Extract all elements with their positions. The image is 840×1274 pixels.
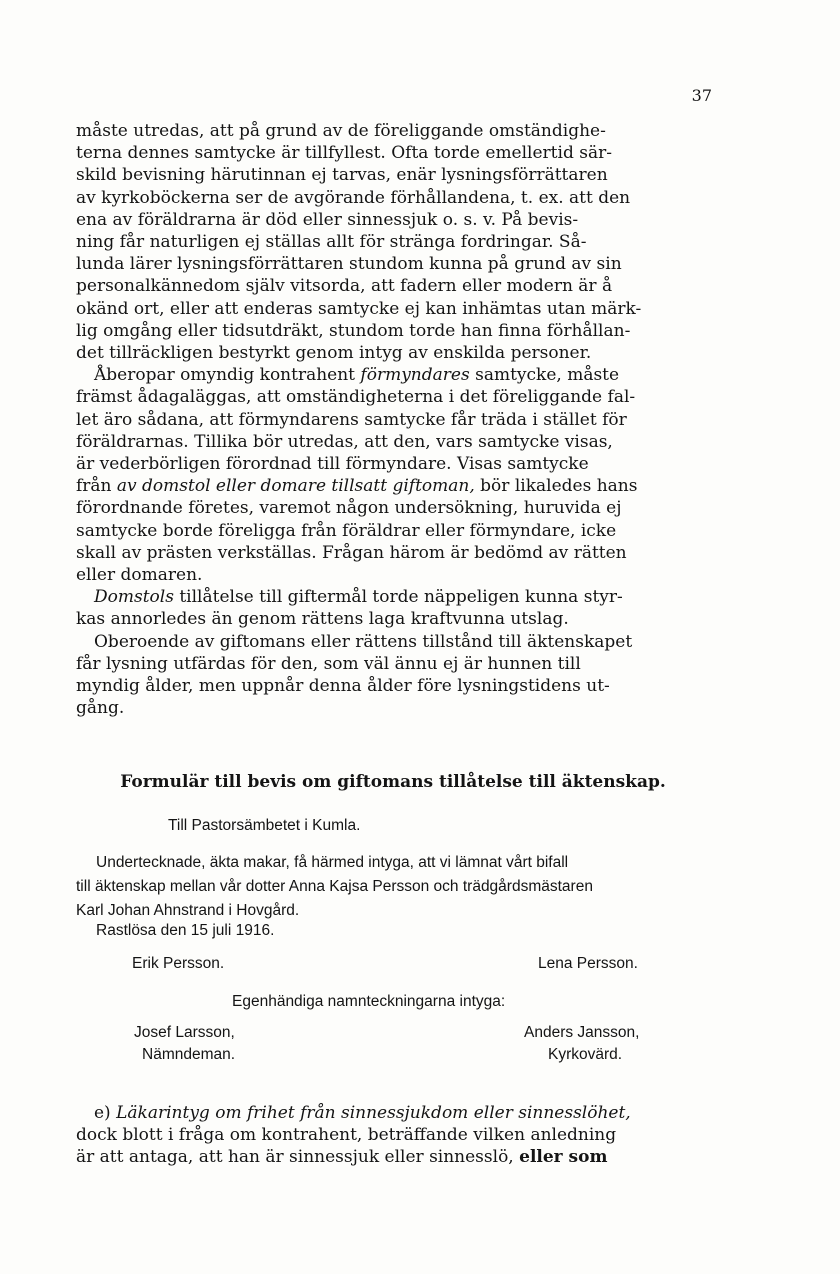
witness-left-title: Nämndeman. <box>142 1046 236 1063</box>
paragraph-line: får lysning utfärdas för den, som väl ännu ej är hunnen till <box>76 653 581 674</box>
text-run: samtycke, måste <box>469 365 620 386</box>
paragraph-line: eller domaren. <box>76 565 203 586</box>
signer-right: Lena Persson. <box>538 955 638 972</box>
text-run: från <box>76 476 117 497</box>
page-number: 37 <box>691 86 712 105</box>
form-addressee: Till Pastorsämbetet i Kumla. <box>168 817 361 834</box>
text-run: bör likaledes hans <box>474 476 638 497</box>
body-line: ning får naturligen ej ställas allt för stränga fordringar. Så- <box>76 232 587 253</box>
paragraph-line: kas annorledes än genom rättens laga kraftvunna utslag. <box>76 609 569 630</box>
body-line: terna dennes samtycke är tillfyllest. Ofta torde emellertid sär- <box>76 143 612 164</box>
form-text-line: till äktenskap mellan vår dotter Anna Kajsa Persson och trädgårdsmästaren <box>76 878 593 895</box>
paragraph-line: föräldrarnas. Tillika bör utredas, att den, vars samtycke visas, <box>76 431 613 452</box>
paragraph-line <box>76 475 710 497</box>
paragraph-line <box>76 586 710 608</box>
italic-run: av domstol eller domare tillsatt giftoman, <box>116 476 475 497</box>
paragraph-line: är vederbörligen förordnad till förmyndare. Visas samtycke <box>76 454 589 475</box>
body-line: lig omgång eller tidsutdräkt, stundom torde han finna förhållan- <box>76 320 631 341</box>
body-line: måste utredas, att på grund av de föreliggande omständighe- <box>76 121 606 141</box>
paragraph-line: myndig ålder, men uppnår denna ålder före lysningstidens ut- <box>76 676 610 697</box>
body-line: lunda lärer lysningsförrättaren stundom kunna på grund av sin <box>76 254 622 275</box>
paragraph-line: gång. <box>76 698 125 719</box>
text-run: Åberopar omyndig kontrahent <box>94 365 361 386</box>
witness-right-title: Kyrkovärd. <box>548 1046 623 1063</box>
body-line: okänd ort, eller att enderas samtycke ej kan inhämtas utan märk- <box>76 298 642 319</box>
paragraph-line: dock blott i fråga om kontrahent, beträffande vilken anledning <box>76 1125 617 1146</box>
paragraph-line <box>76 364 710 386</box>
body-line: ena av föräldrarna är död eller sinnessjuk o. s. v. På bevis- <box>76 209 579 230</box>
witness-left-name: Josef Larsson, <box>134 1024 235 1041</box>
witness-right-name: Anders Jansson, <box>524 1024 640 1041</box>
paragraph-line: skall av prästen verkställas. Frågan härom är bedömd av rätten <box>76 542 627 563</box>
section-e <box>76 1102 710 1169</box>
paragraph-line: Oberoende av giftomans eller rättens tillstånd till äktenskapet <box>94 631 633 652</box>
paragraph-line: let äro sådana, att förmyndarens samtycke får träda i stället för <box>76 409 627 430</box>
italic-run: förmyndares <box>360 365 470 386</box>
paragraph-line <box>76 1146 710 1168</box>
form-place-date: Rastlösa den 15 juli 1916. <box>96 922 275 939</box>
paragraph-line: främst ådagaläggas, att omständigheterna i det föreliggande fal- <box>76 387 636 408</box>
italic-run: Läkarintyg om frihet från sinnessjukdom eller sinnesslöhet, <box>116 1103 631 1123</box>
text-run: tillåtelse till giftermål torde näppeligen kunna styr- <box>173 587 623 608</box>
form-heading: Formulär till bevis om giftomans tillåtelse till äktenskap. <box>120 772 666 792</box>
body-line: skild bevisning härutinnan ej tarvas, enär lysningsförrättaren <box>76 165 608 186</box>
body-line: det tillräckligen bestyrkt genom intyg av enskilda personer. <box>76 343 592 364</box>
paragraph-line: förordnande företes, varemot någon undersökning, huruvida ej <box>76 498 622 519</box>
text-run: e) <box>94 1103 117 1123</box>
italic-run: Domstols <box>94 587 174 608</box>
body-line: av kyrkoböckerna ser de avgörande förhållandena, t. ex. att den <box>76 187 631 208</box>
body-line: personalkännedom själv vitsorda, att fadern eller modern är å <box>76 276 613 297</box>
body-text <box>76 120 710 719</box>
witness-intro: Egenhändiga namnteckningarna intyga: <box>232 993 506 1010</box>
paragraph-line <box>76 1102 710 1124</box>
bold-run: eller som <box>519 1147 608 1168</box>
text-run: är att antaga, att han är sinnessjuk eller sinnesslö, <box>76 1147 520 1168</box>
signer-left: Erik Persson. <box>132 955 225 972</box>
paragraph-line: samtycke borde föreligga från föräldrar eller förmyndare, icke <box>76 520 617 541</box>
form-text-line: Karl Johan Ahnstrand i Hovgård. <box>76 902 300 919</box>
form-text-line: Undertecknade, äkta makar, få härmed intyga, att vi lämnat vårt bifall <box>96 854 569 871</box>
